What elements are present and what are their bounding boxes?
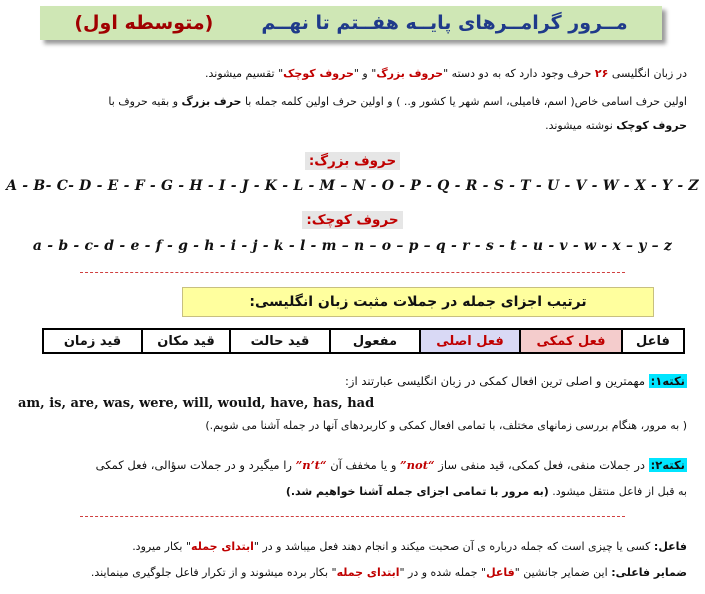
subject-pronouns-definition: ضمایر فاعلی: این ضمایر جانشین "فاعل" جمله شده و در "ابتدای جمله" بکار برده میشوند و از تکرار فاعل جلوگیری مینمایند. bbox=[90, 566, 687, 579]
divider-1 bbox=[80, 272, 625, 273]
note-2-line-2: به قبل از فاعل منتقل میشود. (به مرور با تمامی اجزای جمله آشنا خواهیم شد.) bbox=[285, 485, 687, 498]
intro-line-3: حروف کوچک نوشته میشوند. bbox=[545, 119, 687, 132]
intro-line-2: اولین حرف اسامی خاص( اسم، فامیلی، اسم شهر یا کشور و.. ) و اولین حرف اولین کلمه جمله با حرف بزرگ و بقیه حروف با bbox=[108, 95, 687, 108]
page-title-banner bbox=[40, 6, 662, 40]
sentence-order-table bbox=[42, 328, 685, 354]
intro-line-1: در زبان انگلیسی ۲۶ حرف وجود دارد که به دو دسته "حروف بزرگ" و "حروف کوچک" تقسیم میشوند. bbox=[205, 67, 687, 80]
order-cell-subject: فاعل bbox=[622, 329, 684, 353]
note-2-tag: نکته۲: bbox=[650, 458, 685, 472]
note-2-line-1: نکته۲: در جملات منفی، فعل کمکی، قید منفی ساز “not” و یا مخفف آن “n’t” را میگیرد و در جملات سؤالی، فعل کمکی bbox=[95, 458, 685, 472]
lowercase-heading-row bbox=[0, 209, 705, 228]
divider-2 bbox=[80, 516, 625, 517]
lowercase-letters: a - b - c- d - e - f - g - h - i - j - k - l - m – n – o – p – q - r - s - t - u - v - w - x – y – z bbox=[32, 238, 673, 254]
aux-verbs-list: am, is, are, was, were, will, would, have, has, had bbox=[18, 396, 375, 411]
uppercase-letters: A - B- C- D - E - F - G - H - I - J - K - L - M – N - O - P - Q - R - S - T - U - V - W - X - Y - Z bbox=[6, 178, 699, 194]
order-cell-object: مفعول bbox=[330, 329, 420, 353]
order-cell-manner-adverb: قید حالت bbox=[230, 329, 330, 353]
uppercase-heading-row bbox=[0, 150, 705, 169]
order-cell-aux-verb: فعل کمکی bbox=[520, 329, 622, 353]
order-cell-time-adverb: قید زمان bbox=[43, 329, 142, 353]
note-1-tag: نکته۱: bbox=[650, 374, 685, 388]
order-cell-place-adverb: قید مکان bbox=[142, 329, 230, 353]
page-title: مــرور گرامــرهای پایــه هفــتم تا نهــم bbox=[261, 12, 628, 34]
subject-definition: فاعل: کسی یا چیزی است که جمله درباره ی آن صحبت میکند و انجام دهند فعل میباشد و در "ابتدای جمله" بکار میرود. bbox=[132, 540, 687, 553]
uppercase-heading: حروف بزرگ: bbox=[305, 152, 400, 170]
page-subtitle: (متوسطه اول) bbox=[74, 12, 214, 34]
lowercase-heading: حروف کوچک: bbox=[302, 211, 402, 229]
note-1-subtext: ( به مرور، هنگام بررسی زمانهای مختلف، با تمامی افعال کمکی و کاربردهای آنها در جمله آشنا می شویم.) bbox=[205, 419, 687, 432]
note-1-line: نکته۱: مهمترین و اصلی ترین افعال کمکی در زبان انگلیسی عبارتند از: bbox=[345, 374, 685, 388]
sentence-order-title: ترتیب اجزای جمله در جملات مثبت زبان انگلیسی: bbox=[182, 287, 654, 317]
order-cell-main-verb: فعل اصلی bbox=[420, 329, 520, 353]
